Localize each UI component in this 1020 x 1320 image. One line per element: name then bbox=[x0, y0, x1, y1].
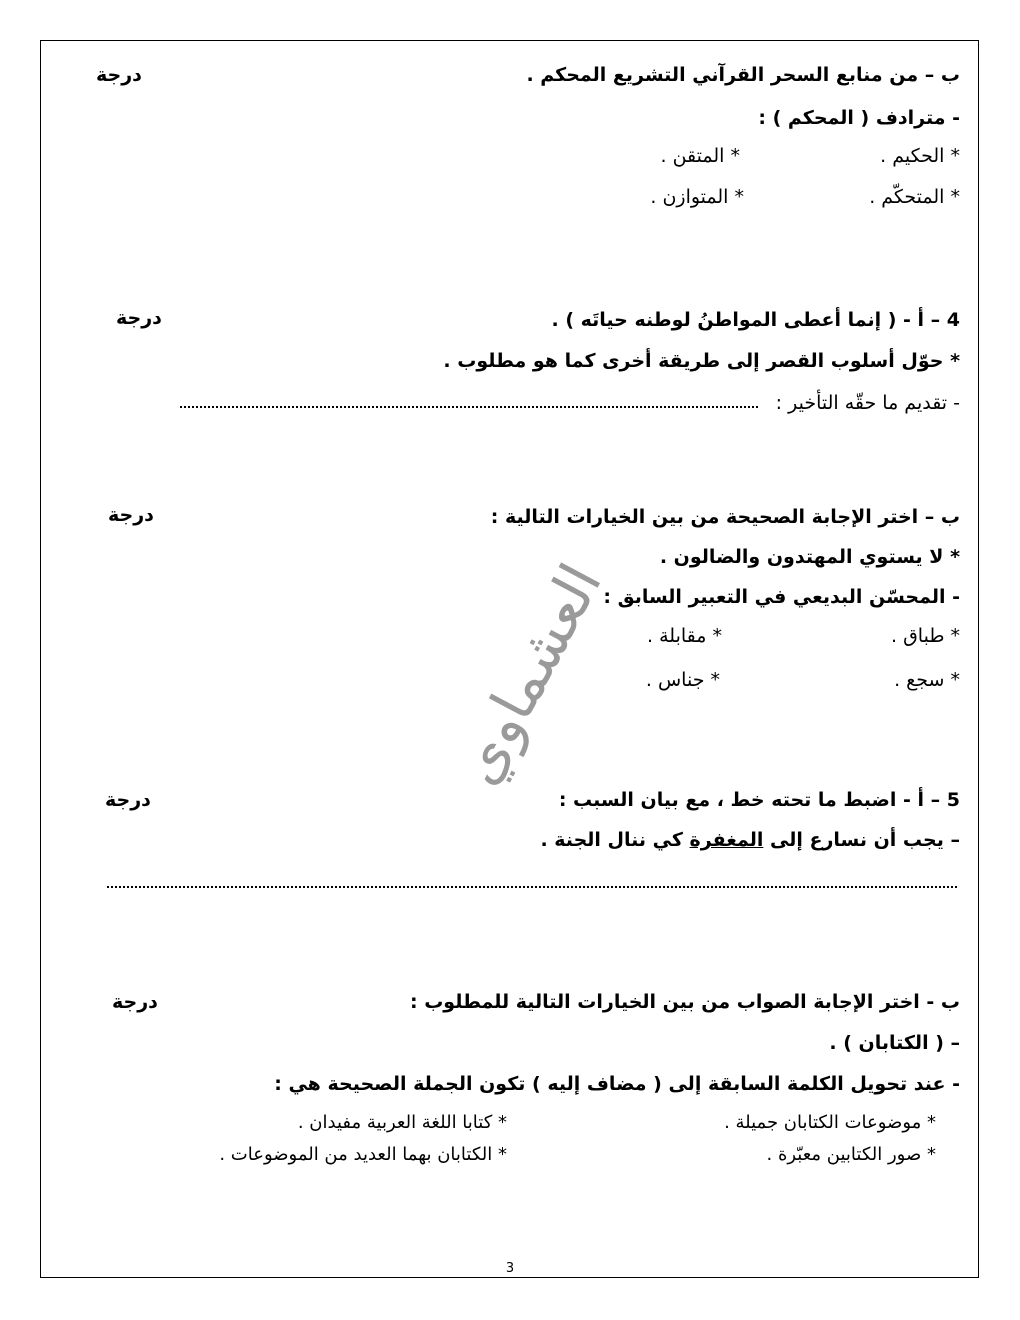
s4b-prompt: - المحسّن البديعي في التعبير السابق : bbox=[603, 586, 960, 608]
s5b-option-2: * كتابا اللغة العربية مفيدان . bbox=[297, 1112, 507, 1133]
s5b-prompt: - عند تحويل الكلمة السابقة إلى ( مضاف إليه ) تكون الجملة الصحيحة هي : bbox=[274, 1073, 960, 1095]
page-number: 3 bbox=[505, 1261, 515, 1276]
s5a-answer-line bbox=[107, 886, 957, 888]
s3b-degree: درجة bbox=[96, 64, 142, 86]
s4a-answer-label: - تقديم ما حقّه التأخير : bbox=[775, 392, 960, 414]
s4a-degree: درجة bbox=[116, 307, 162, 329]
s5a-sentence bbox=[540, 828, 960, 852]
s3b-title: ب – من منابع السحر القرآني التشريع المحكم . bbox=[526, 64, 960, 86]
s4b-degree: درجة bbox=[108, 504, 154, 526]
s4b-sentence: * لا يستوي المهتدون والضالون . bbox=[659, 546, 960, 568]
s4b-option-1: * طباق . bbox=[890, 625, 960, 647]
s4b-option-3: * سجع . bbox=[894, 669, 960, 691]
s3b-prompt: - مترادف ( المحكم ) : bbox=[758, 107, 960, 129]
s5b-word: – ( الكتابان ) . bbox=[829, 1032, 960, 1054]
s5b-option-4: * الكتابان بهما العديد من الموضوعات . bbox=[219, 1144, 507, 1165]
s3b-option-4: * المتوازن . bbox=[650, 186, 744, 208]
s5b-degree: درجة bbox=[112, 991, 158, 1013]
s5a-sentence-before: – يجب أن نسارع إلى bbox=[763, 829, 960, 851]
s4b-title: ب – اختر الإجابة الصحيحة من بين الخيارات التالية : bbox=[490, 506, 960, 528]
s3b-option-1: * الحكيم . bbox=[880, 145, 960, 167]
s5b-option-1: * موضوعات الكتابان جميلة . bbox=[724, 1112, 936, 1133]
s5a-sentence-after: كي ننال الجنة . bbox=[540, 829, 690, 851]
s3b-option-3: * المتحكّم . bbox=[869, 186, 960, 208]
watermark: العشماوي bbox=[443, 552, 615, 796]
s3b-option-2: * المتقن . bbox=[660, 145, 740, 167]
s4b-option-2: * مقابلة . bbox=[647, 625, 722, 647]
s5a-degree: درجة bbox=[105, 789, 151, 811]
s5b-title: ب - اختر الإجابة الصواب من بين الخيارات التالية للمطلوب : bbox=[409, 991, 960, 1013]
s4a-answer-line bbox=[180, 406, 758, 408]
s5b-option-3: * صور الكتابين معبّرة . bbox=[766, 1144, 936, 1165]
s4b-option-4: * جناس . bbox=[645, 669, 720, 691]
s5a-underlined-word: المغفرة bbox=[689, 829, 764, 851]
s4a-title: 4 – أ - ( إنما أعطى المواطنُ لوطنه حياتَه ) . bbox=[551, 309, 960, 331]
s5a-title: 5 – أ - اضبط ما تحته خط ، مع بيان السبب : bbox=[558, 789, 960, 811]
s4a-instruction: * حوّل أسلوب القصر إلى طريقة أخرى كما هو مطلوب . bbox=[443, 350, 960, 372]
